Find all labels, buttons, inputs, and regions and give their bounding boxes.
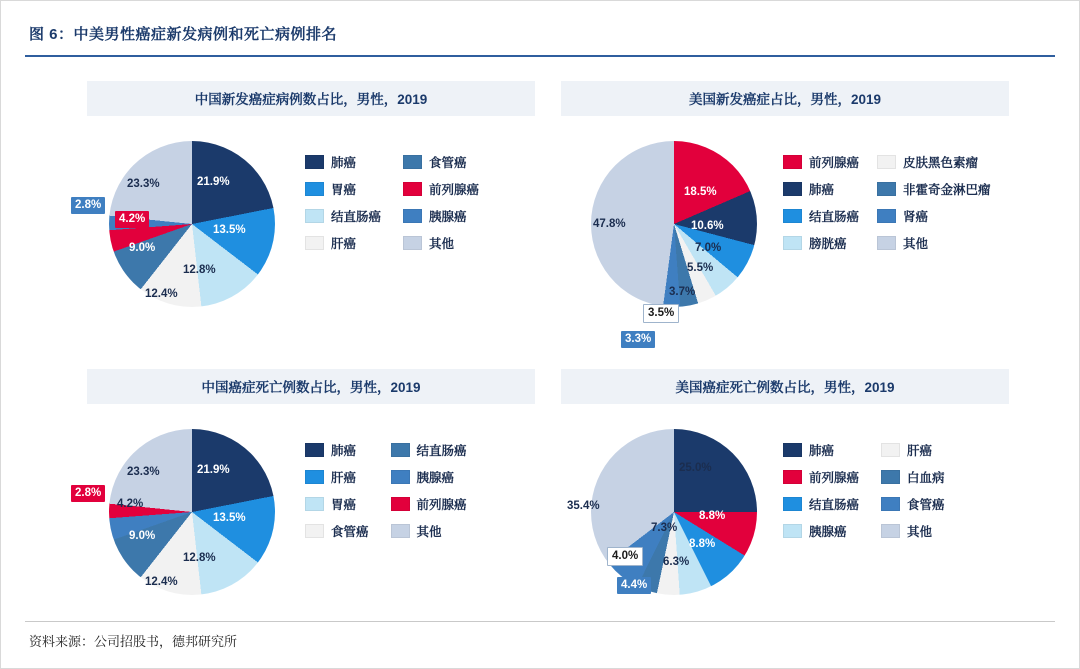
legend-label: 胰腺癌 — [809, 525, 847, 539]
legend-item — [783, 468, 859, 486]
legend-item — [391, 522, 467, 540]
legend — [305, 441, 467, 540]
slice-label-lung: 25.0% — [679, 462, 712, 474]
legend-swatch-icon — [403, 182, 422, 196]
slice-label-stomach: 13.5% — [213, 224, 246, 236]
legend-swatch-icon — [877, 155, 896, 169]
slice-label-colorectal: 12.8% — [183, 264, 216, 276]
legend-item — [783, 153, 859, 171]
slice-label-melanoma: 3.7% — [669, 286, 696, 298]
slice-label-colorectal: 9.0% — [129, 530, 156, 542]
legend-swatch-icon — [305, 236, 324, 250]
legend-item — [305, 468, 369, 486]
legend-label: 其他 — [429, 237, 455, 251]
slice-label-kidney: 3.3% — [621, 331, 655, 348]
legend-swatch-icon — [881, 470, 900, 484]
legend-item — [305, 522, 369, 540]
legend-swatch-icon — [783, 470, 802, 484]
legend-label: 前列腺癌 — [416, 498, 467, 512]
slice-label-leukemia: 4.0% — [607, 547, 643, 566]
legend-item — [403, 180, 479, 198]
slice-label-other: 35.4% — [567, 500, 600, 512]
legend-label: 食管癌 — [907, 498, 945, 512]
legend-swatch-icon — [391, 524, 410, 538]
slice-label-other: 23.3% — [127, 178, 160, 190]
legend — [783, 441, 945, 540]
legend-item — [391, 441, 467, 459]
legend-label: 肝癌 — [331, 237, 357, 251]
legend-label: 肺癌 — [331, 156, 357, 170]
legend-item — [783, 234, 859, 252]
legend-item — [877, 180, 991, 198]
legend-label: 非霍奇金淋巴瘤 — [903, 183, 991, 197]
legend-swatch-icon — [305, 497, 324, 511]
legend-item — [305, 207, 381, 225]
legend-item — [403, 234, 479, 252]
legend-swatch-icon — [783, 155, 802, 169]
legend-label: 食管癌 — [429, 156, 467, 170]
legend-item — [877, 153, 991, 171]
slice-label-other: 23.3% — [127, 466, 160, 478]
panel-title: 美国新发癌症占比，男性，2019 — [561, 81, 1009, 116]
legend-label: 肺癌 — [331, 444, 357, 458]
pie-chart — [591, 141, 757, 345]
legend-item — [783, 522, 859, 540]
slice-label-esophagus: 7.3% — [651, 522, 678, 534]
title-divider — [25, 55, 1055, 57]
legend-swatch-icon — [403, 155, 422, 169]
panel-title: 中国癌症死亡例数占比，男性，2019 — [87, 369, 535, 404]
legend-swatch-icon — [305, 182, 324, 196]
legend-label: 结直肠癌 — [416, 444, 467, 458]
legend-item — [391, 468, 467, 486]
legend-swatch-icon — [783, 497, 802, 511]
slice-label-lung: 21.9% — [197, 176, 230, 188]
panel-us-incidence — [561, 81, 1009, 345]
legend — [783, 153, 991, 252]
slice-label-liver: 4.4% — [617, 577, 651, 594]
legend-item — [305, 234, 381, 252]
slice-label-lymphoma: 3.5% — [643, 304, 679, 323]
legend-label: 结直肠癌 — [331, 210, 382, 224]
legend-swatch-icon — [783, 209, 802, 223]
pie-chart — [75, 429, 275, 595]
legend-label: 肺癌 — [809, 444, 835, 458]
chart-area — [75, 415, 535, 645]
page-title: 图 6：中美男性癌症新发病例和死亡病例排名 — [29, 26, 338, 43]
slice-label-lung: 10.6% — [691, 220, 724, 232]
legend-swatch-icon — [305, 524, 324, 538]
slice-label-liver: 13.5% — [213, 512, 246, 524]
legend-label: 前列腺癌 — [429, 183, 480, 197]
legend-label: 肾癌 — [903, 210, 929, 224]
pie-slices — [591, 429, 757, 595]
legend-swatch-icon — [877, 236, 896, 250]
legend-label: 前列腺癌 — [809, 156, 860, 170]
legend-item — [877, 234, 991, 252]
panel-title: 美国癌症死亡例数占比，男性，2019 — [561, 369, 1009, 404]
slice-label-lung: 21.9% — [197, 464, 230, 476]
legend-item — [305, 153, 381, 171]
legend-label: 食管癌 — [331, 525, 369, 539]
pie-chart — [75, 141, 275, 307]
legend-swatch-icon — [305, 443, 324, 457]
legend-item — [391, 495, 467, 513]
panel-us-mortality — [561, 369, 1009, 609]
slice-label-pancreas: 6.3% — [663, 556, 690, 568]
legend-swatch-icon — [305, 209, 324, 223]
legend-label: 膀胱癌 — [809, 237, 847, 251]
legend-swatch-icon — [783, 236, 802, 250]
legend-swatch-icon — [881, 443, 900, 457]
chart-area — [561, 415, 1009, 645]
legend-label: 结直肠癌 — [809, 210, 860, 224]
legend-item — [305, 180, 381, 198]
legend-label: 胰腺癌 — [429, 210, 467, 224]
panel-china-mortality — [75, 369, 535, 609]
footer-divider — [25, 621, 1055, 622]
legend-label: 结直肠癌 — [809, 498, 860, 512]
legend-swatch-icon — [783, 443, 802, 457]
slice-label-other: 47.8% — [593, 218, 626, 230]
legend-item — [881, 495, 945, 513]
legend-swatch-icon — [391, 443, 410, 457]
panel-china-incidence — [75, 81, 535, 321]
legend-swatch-icon — [391, 470, 410, 484]
legend-label: 其他 — [903, 237, 929, 251]
legend-item — [403, 207, 479, 225]
legend-swatch-icon — [305, 470, 324, 484]
legend-item — [305, 495, 369, 513]
legend-label: 白血病 — [907, 471, 945, 485]
legend-swatch-icon — [783, 524, 802, 538]
slice-label-prostate: 8.8% — [699, 510, 726, 522]
chart-area — [75, 127, 535, 357]
legend-label: 胰腺癌 — [416, 471, 455, 485]
slice-label-prostate: 18.5% — [684, 186, 717, 198]
legend-swatch-icon — [783, 182, 802, 196]
chart-area — [561, 127, 1009, 357]
slice-label-pancreas: 4.2% — [117, 498, 144, 510]
legend-swatch-icon — [391, 497, 410, 511]
legend-label: 胃癌 — [331, 498, 357, 512]
legend-swatch-icon — [877, 182, 896, 196]
pie-slices — [109, 429, 275, 595]
legend-swatch-icon — [881, 497, 900, 511]
legend-label: 前列腺癌 — [809, 471, 860, 485]
panel-title: 中国新发癌症病例数占比，男性，2019 — [87, 81, 535, 116]
legend-item — [783, 441, 859, 459]
legend-item — [783, 207, 859, 225]
slice-label-colorectal: 7.0% — [695, 242, 722, 254]
legend-label: 胃癌 — [331, 183, 357, 197]
legend-swatch-icon — [403, 236, 422, 250]
legend-label: 肝癌 — [331, 471, 357, 485]
source-note: 资料来源：公司招股书，德邦研究所 — [29, 634, 238, 649]
legend-swatch-icon — [877, 209, 896, 223]
legend — [305, 153, 479, 252]
legend-swatch-icon — [881, 524, 900, 538]
slice-label-bladder: 5.5% — [687, 262, 714, 274]
slice-label-pancreas: 2.8% — [71, 197, 105, 214]
legend-item — [881, 522, 945, 540]
legend-label: 肺癌 — [809, 183, 835, 197]
slice-label-prostate: 2.8% — [71, 485, 105, 502]
legend-item — [783, 180, 859, 198]
legend-label: 其他 — [907, 525, 933, 539]
legend-label: 皮肤黑色素瘤 — [903, 156, 979, 170]
slice-label-esophagus: 9.0% — [129, 242, 156, 254]
slice-label-liver: 12.4% — [145, 288, 178, 300]
legend-label: 其他 — [416, 525, 442, 539]
slice-label-colorectal: 8.8% — [689, 538, 716, 550]
legend-item — [881, 441, 945, 459]
legend-item — [403, 153, 479, 171]
slice-label-prostate: 4.2% — [115, 211, 149, 228]
slice-label-stomach: 12.8% — [183, 552, 216, 564]
legend-swatch-icon — [305, 155, 324, 169]
legend-item — [305, 441, 369, 459]
legend-item — [783, 495, 859, 513]
legend-item — [881, 468, 945, 486]
pie-chart — [567, 429, 757, 595]
slice-label-esophagus: 12.4% — [145, 576, 178, 588]
legend-item — [877, 207, 991, 225]
legend-label: 肝癌 — [907, 444, 933, 458]
legend-swatch-icon — [403, 209, 422, 223]
